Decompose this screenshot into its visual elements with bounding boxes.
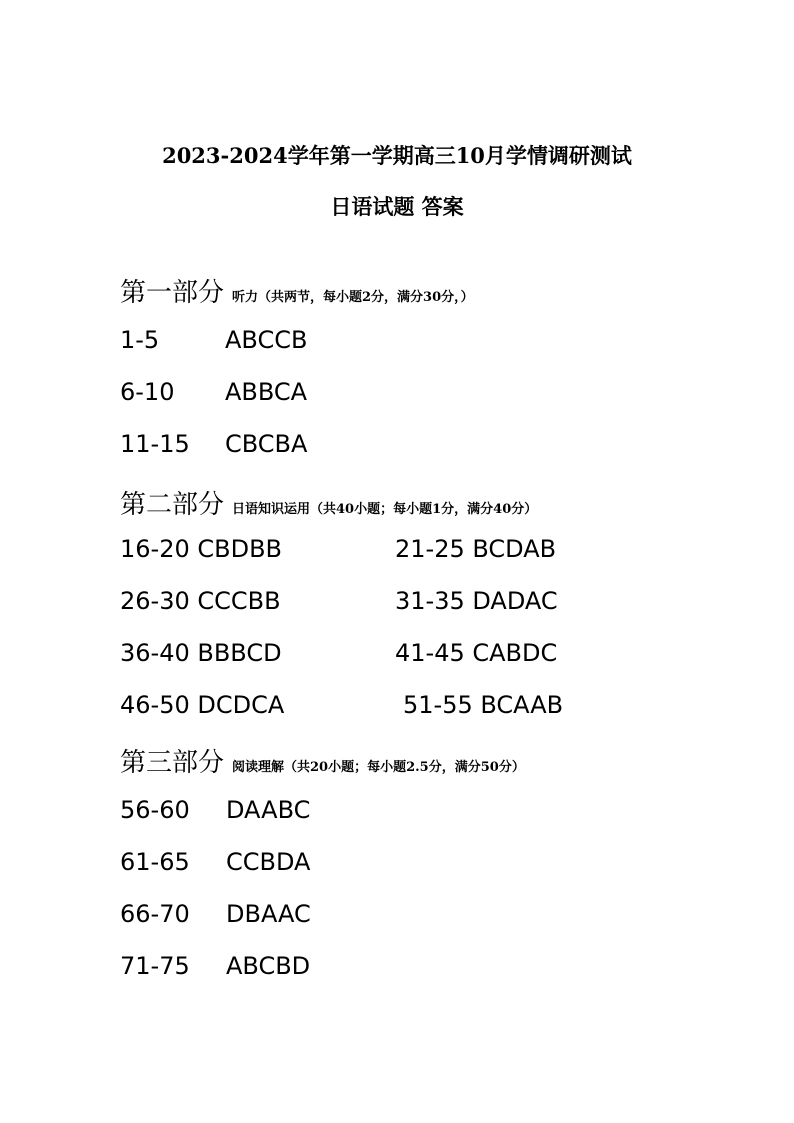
- section-title: 第二部分: [120, 490, 225, 520]
- answer-row: [395, 535, 556, 563]
- section-note: 日语知识运用（共40小题；每小题1分，满分40分）: [232, 502, 538, 517]
- section-note: 听力（共两节，每小题2分，满分30分，）: [232, 290, 474, 305]
- answer-left: 46-50 DCDCA: [120, 691, 285, 719]
- answer-key: CBCBA: [225, 430, 308, 458]
- question-range: 6-10: [120, 378, 175, 406]
- answer-key: CCBDA: [226, 848, 311, 876]
- section-note: 阅读理解（共20小题；每小题2.5分，满分50分）: [232, 760, 525, 775]
- answer-left: 16-20 CBDBB: [120, 535, 282, 563]
- answer-right: 51-55 BCAAB: [403, 691, 564, 719]
- answer-row: [403, 691, 563, 719]
- question-range: 1-5: [120, 326, 160, 354]
- document-subtitle: 日语试题 答案: [330, 194, 464, 219]
- answer-left: 36-40 BBBCD: [120, 639, 282, 667]
- answer-row: [120, 587, 281, 615]
- section-title: 第三部分: [120, 748, 225, 778]
- answer-row: [120, 691, 284, 719]
- question-range: 66-70: [120, 900, 190, 928]
- answer-row: [120, 639, 282, 667]
- answer-key: DBAAC: [226, 900, 311, 928]
- question-range: 61-65: [120, 848, 190, 876]
- answer-row: [120, 848, 310, 876]
- answer-row: [120, 952, 310, 980]
- section-header-part2: [120, 484, 537, 521]
- section-header-part3: [120, 742, 525, 779]
- answer-row: [120, 378, 307, 406]
- answer-row: [120, 326, 307, 354]
- answer-right: 41-45 CABDC: [395, 639, 558, 667]
- answer-right: 31-35 DADAC: [395, 587, 558, 615]
- section-title: 第一部分: [120, 278, 225, 308]
- answer-key: ABBCA: [225, 378, 308, 406]
- question-range: 11-15: [120, 430, 190, 458]
- answer-key: DAABC: [226, 796, 311, 824]
- answer-key: ABCCB: [225, 326, 308, 354]
- answer-row: [395, 639, 557, 667]
- answer-row: [120, 430, 307, 458]
- answer-right: 21-25 BCDAB: [395, 535, 557, 563]
- answer-row: [120, 535, 282, 563]
- answer-key: ABCBD: [226, 952, 311, 980]
- question-range: 71-75: [120, 952, 190, 980]
- answer-row: [120, 900, 311, 928]
- answer-left: 26-30 CCCBB: [120, 587, 281, 615]
- answer-row: [120, 796, 310, 824]
- section-header-part1: [120, 272, 474, 309]
- answer-row: [395, 587, 558, 615]
- document-title: 2023-2024学年第一学期高三10月学情调研测试: [162, 143, 632, 168]
- question-range: 56-60: [120, 796, 190, 824]
